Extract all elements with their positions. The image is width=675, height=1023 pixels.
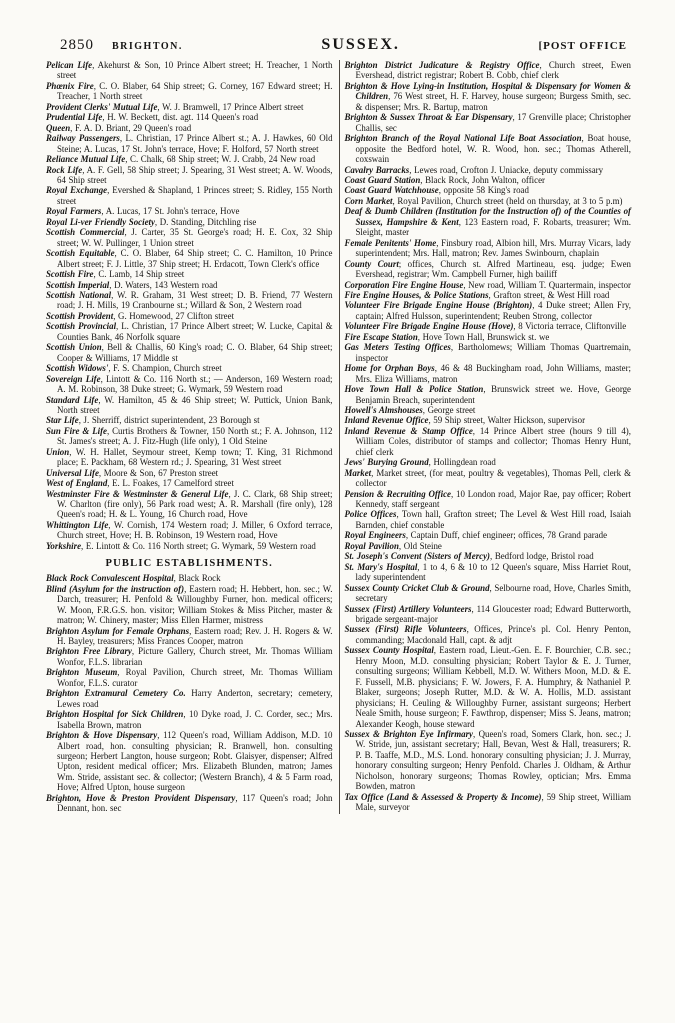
entry-term: Police Offices: [344, 509, 397, 520]
entry-term: Inland Revenue Office: [344, 415, 429, 426]
directory-entry: Gas Meters Testing Offices, Bartholomews; William Thomas Quartremain, inspector: [344, 342, 631, 363]
entry-term: Howell's Almshouses: [344, 404, 423, 415]
entry-term: Sussex County Cricket Club & Ground: [344, 582, 490, 593]
entry-term: Brighton & Sussex Throat & Ear Dispensary: [344, 112, 513, 123]
entry-term: St. Joseph's Convent (Sisters of Mercy): [344, 551, 490, 562]
entry-term: Yorkshire: [46, 540, 82, 551]
entry-term: Brighton Hospital for Sick Children: [46, 709, 184, 720]
entry-term: Royal Exchange: [46, 185, 108, 196]
entry-term: Corn Market: [344, 195, 393, 206]
entry-term: St. Mary's Hospital: [344, 561, 418, 572]
running-head-county: SUSSEX.: [321, 36, 400, 53]
directory-entry: Standard Life, W. Hamilton, 45 & 46 Ship street; W. Puttick, Union Bank, North street: [46, 394, 333, 415]
directory-entry: Coast Guard Watchhouse, opposite 58 King's road: [344, 185, 529, 196]
public-establishments-list: [46, 573, 333, 813]
entry-term: Railway Passengers: [46, 133, 120, 144]
entry-term: Scottish Union: [46, 342, 102, 353]
page-number: 2850: [60, 37, 94, 53]
directory-entry: Deaf & Dumb Children (Institution for the Instruction of) of the Counties of Sussex, Hampshire & Kent, 123 Eastern road, F. Robarts, treasurer; Wm. Sleight, master: [344, 206, 631, 238]
entry-term: Hove Town Hall & Police Station: [344, 384, 484, 395]
running-head-corner: [POST OFFICE: [538, 40, 627, 52]
directory-entry: Union, W. H. Hallet, Seymour street, Kemp town; T. King, 31 Richmond place; E. Packham, 68 Western rd.; J. Spearing, 31 West street: [46, 446, 333, 468]
directory-entry: Sussex & Brighton Eye Infirmary, Queen's road, Somers Clark, hon. sec.; J. W. Stride, jun, assistant secretary; Hall, Bevan, West & Hall, treasurers; R. P. B. Taaffe, M.D., M.S. Lond. honorary consulting physician; J. J. Murray, honorary consulting surgeon; Henry Penfold. Charles J. Oldham, & Arthur Nicholson, honorary surgeons; Thomas Rowley, optician; Mrs. Emma Bowden, matron: [344, 729, 631, 792]
running-head-place: BRIGHTON.: [112, 41, 183, 52]
directory-entry: Rock Life, A. F. Gell, 58 Ship street; J. Spearing, 31 West street; A. W. Woods, 64 Ship street: [46, 164, 333, 185]
entry-term: Brighton Free Library: [46, 646, 132, 657]
entry-term: Scottish Widows': [46, 363, 109, 374]
directory-entry: Scottish Widows', F. S. Champion, Church street: [46, 363, 222, 374]
entry-term: Jews' Burying Ground: [344, 457, 429, 468]
entry-term: Sovereign Life: [46, 373, 101, 384]
column-divider-rule: [339, 60, 340, 814]
entry-term: Phœnix Fire: [46, 80, 94, 91]
entry-term: Royal Li-ver Friendly Society: [46, 216, 155, 227]
public-establishments-list-continued: [345, 60, 632, 813]
entry-term: Gas Meters Testing Offices: [344, 342, 451, 353]
directory-entry: Universal Life, Moore & Son, 67 Preston street: [46, 467, 219, 478]
directory-entry: Brighton & Hove Dispensary, 112 Queen's road, William Addison, M.D. 10 Albert road, hon. consulting physician; R. Branwell, hon. consulting surgeon; Herbert Langton, house surgeon; Robt. Glaisyer, dispenser; Alfred Upton, resident medical officer; Mrs. Elizabeth Blunden, matron; James Wm. Stride, assistant sec. & collector; (Western Branch), 4 & 5 Farm road, Hove; Alfred Upton, house surgeon: [46, 730, 333, 793]
directory-entry: Sovereign Life, Lintott & Co. 116 North st.; — Anderson, 169 Western road; A. M. Robinson, 38 Duke street; G. Wymark, 59 Western road: [46, 373, 333, 395]
directory-entry: Fire Escape Station, Hove Town Hall, Brunswick st. we: [344, 331, 550, 342]
directory-entry: Inland Revenue Office, 59 Ship street, Walter Hickson, supervisor: [344, 415, 586, 426]
directory-entry: Sun Fire & Life, Curtis Brothers & Towner, 150 North st.; F. A. Johnson, 112 St. James's street; A. J. Fitz-Hugh (life only), 1 Old Steine: [46, 425, 333, 447]
entry-term: Pelican Life: [46, 60, 93, 70]
entry-term: Sussex County Hospital: [344, 645, 434, 656]
directory-entry: Pelican Life, Akehurst & Son, 10 Prince Albert street; H. Treacher, 1 North street: [46, 60, 333, 81]
directory-entry: Home for Orphan Boys, 46 & 48 Buckingham road, John Williams, master; Mrs. Eliza Williams, matron: [344, 363, 631, 384]
directory-entry: Tax Office (Land & Assessed & Property & Income), 59 Ship street, William Male, surveyor: [344, 791, 631, 813]
directory-entry: Queen, F. A. D. Briant, 29 Queen's road: [46, 122, 192, 133]
directory-entry: Coast Guard Station, Black Rock, John Walton, officer: [344, 174, 545, 185]
section-heading: PUBLIC ESTABLISHMENTS.: [105, 558, 273, 570]
directory-entry: Brighton Free Library, Picture Gallery, Church street, Mr. Thomas William Wonfor, F.L.S. librarian: [46, 646, 333, 667]
entry-term: Prudential Life: [46, 112, 103, 123]
directory-entry: Scottish Union, Bell & Challis, 60 King's road; C. O. Blaber, 64 Ship street; Cooper & Williams, 17 Middle st: [46, 342, 333, 363]
directory-entry: Reliance Mutual Life, C. Chalk, 68 Ship street; W. J. Crabb, 24 New road: [46, 154, 316, 165]
entry-term: Union: [46, 446, 70, 457]
entry-term: Standard Life: [46, 394, 99, 405]
directory-entry: Sussex County Hospital, Eastern road, Lieut.-Gen. E. F. Bourchier, C.B. sec.; Henry Moon, M.D. consulting physician; Robert Taylor & E. J. Turner, consulting surgeons; William Kebbell, M.D. W. Withers Moon, M.D. & E. F. Fussell, M.B. physicians; F. W. Jowers, F. A. Humphry, & Nathaniel P. Blaker, surgeons; Joseph Rutter, M.D. & W. A. Hollis, M.D. assistant physicians; H. Ceuling & Willoughby Furner, assistant surgeons; Herbert Neale Smith, house surgeon; F. Fawthrop, dispenser; Miss S. Jeans, matron; Alexander Keogh, house steward: [344, 645, 631, 729]
entry-term: Scottish Equitable: [46, 248, 115, 259]
directory-entry: Royal Pavilion, Old Steine: [344, 540, 442, 551]
directory-entry: St. Joseph's Convent (Sisters of Mercy), Bedford lodge, Bristol road: [344, 551, 594, 562]
directory-entry: Prudential Life, H. W. Beckett, dist. agt. 114 Queen's road: [46, 112, 259, 123]
directory-entry: Brighton Branch of the Royal National Life Boat Association, Boat house, opposite the Bedford hotel, W. R. Wood, hon. sec.; Thomas Atherell, coxswain: [344, 133, 631, 165]
directory-entry: Royal Exchange, Evershed & Shapland, 1 Princes street; S. Ridley, 155 North street: [46, 185, 333, 206]
entry-term: Sussex & Brighton Eye Infirmary: [344, 729, 473, 739]
directory-entry: Corn Market, Royal Pavilion, Church street (held on thursday, at 3 to 5 p.m): [344, 195, 623, 206]
entry-term: Market: [344, 467, 372, 478]
directory-entry: Brighton Museum, Royal Pavilion, Church street, Mr. Thomas William Wonfor, F.L.S. curator: [46, 667, 333, 688]
directory-entry: Whittington Life, W. Cornish, 174 Western road; J. Miller, 6 Oxford terrace, Church street, Hove; H. B. Robinson, 19 Western road, Hove: [46, 519, 333, 541]
directory-entry: Jews' Burying Ground, Hollingdean road: [344, 457, 496, 468]
entry-term: Pension & Recruiting Office: [344, 488, 451, 499]
insurance-agents-list: [46, 60, 333, 551]
directory-entry: Yorkshire, E. Lintott & Co. 116 North street; G. Wymark, 59 Western road: [46, 540, 316, 551]
directory-entry: Brighton & Sussex Throat & Ear Dispensary, 17 Grenville place; Christopher Challis, sec: [344, 112, 631, 133]
directory-entry: Sussex (First) Artillery Volunteers, 114 Gloucester road; Edward Butterworth, brigade sergeant-major: [344, 603, 631, 625]
directory-entry: County Court; offices, Church st. Alfred Martineau, esq. judge; Ewen Evershead, registrar; Wm. Campbell Furner, high bailiff: [344, 258, 631, 280]
entry-term: Westminster Fire & Westminster & General Life: [46, 488, 229, 499]
directory-entry: Royal Li-ver Friendly Society, D. Standing, Ditchling rise: [46, 216, 257, 227]
entry-term: Black Rock Convalescent Hospital: [46, 573, 174, 584]
entry-term: Brighton Extramural Cemetery Co.: [46, 688, 186, 699]
entry-term: Scottish Imperial: [46, 279, 110, 290]
entry-term: Blind (Asylum for the instruction of): [46, 583, 185, 594]
directory-entry: Scottish National, W. R. Graham, 31 West street; D. B. Friend, 77 Western road; J. H. Mills, 19 Cranbourne st.; Willard & Son, 2 Western road: [46, 289, 333, 311]
entry-term: Scottish Commercial: [46, 227, 125, 238]
entry-term: Whittington Life: [46, 519, 109, 530]
entry-term: Inland Revenue & Stamp Office: [344, 425, 473, 436]
entry-term: Sussex (First) Artillery Volunteers: [344, 603, 472, 614]
entry-term: Brighton, Hove & Preston Provident Dispensary: [46, 792, 236, 803]
entry-term: Fire Engine Houses, & Police Stations: [344, 289, 489, 300]
directory-entry: Cavalry Barracks, Lewes road, Crofton J. Uniacke, deputy commissary: [344, 164, 604, 175]
entry-term: Brighton Branch of the Royal National Life Boat Association: [344, 133, 582, 144]
right-column: [345, 60, 632, 814]
directory-entry: Police Offices, Town hall, Grafton street; The Level & West Hill road, Isaiah Barnden, chief constable: [344, 509, 631, 530]
directory-entry: Provident Clerks' Mutual Life, W. J. Bramwell, 17 Prince Albert street: [46, 101, 304, 112]
entry-term: Star Life: [46, 415, 79, 426]
directory-entry: Brighton Extramural Cemetery Co. Harry Anderton, secretary; cemetery, Lewes road: [46, 688, 333, 709]
entry-term: Brighton District Judicature & Registry Office: [344, 60, 540, 70]
entry-term: Rock Life: [46, 164, 83, 175]
directory-entry: Royal Farmers, A. Lucas, 17 St. John's terrace, Hove: [46, 206, 240, 217]
page-header: [60, 36, 627, 54]
directory-entry: Brighton District Judicature & Registry Office, Church street, Ewen Evershead, district registrar; Robert B. Cobb, chief clerk: [344, 60, 631, 81]
entry-term: County Court: [344, 258, 399, 269]
entry-term: Sussex (First) Rifle Volunteers: [344, 624, 467, 635]
entry-term: Coast Guard Watchhouse: [344, 185, 439, 196]
directory-entry: Railway Passengers, L. Christian, 17 Prince Albert st.; A. J. Hawkes, 60 Old Steine; A. Lucas, 17 St. John's terrace, Hove; F. Holford, 57 North street: [46, 133, 333, 154]
directory-entry: Inland Revenue & Stamp Office, 14 Prince Albert stree (hours 9 till 4), William Coles, distributor of stamps and collector; Thomas Henry Hunt, chief clerk: [344, 425, 631, 457]
directory-entry: Scottish Commercial, J. Carter, 35 St. George's road; H. E. Cox, 32 Ship street; W. W. Pullinger, 1 Union street: [46, 227, 333, 248]
directory-entry: Sussex (First) Rifle Volunteers, Offices, Prince's pl. Col. Henry Penton, commanding; Macdonald Hall, capt. & adjt: [344, 624, 631, 645]
left-column: [46, 60, 333, 814]
entry-term: Volunteer Fire Brigade Engine House (Brighton): [344, 300, 533, 311]
entry-term: Scottish Provident: [46, 310, 114, 321]
directory-entry: Fire Engine Houses, & Police Stations, Grafton street, & West Hill road: [344, 289, 610, 300]
directory-entry: Star Life, J. Sherriff, district superintendent, 23 Borough st: [46, 415, 260, 426]
entry-term: Brighton & Hove Lying-in Institution, Hospital & Dispensary for Women & Children: [344, 80, 631, 102]
directory-entry: Volunteer Fire Brigade Engine House (Hove), 8 Victoria terrace, Cliftonville: [344, 321, 627, 332]
two-column-body: [46, 60, 631, 814]
directory-entry: St. Mary's Hospital, 1 to 4, 6 & 10 to 12 Queen's square, Miss Harriet Rout, lady superintendent: [344, 561, 631, 583]
entry-term: West of England: [46, 478, 108, 489]
directory-entry: Royal Engineers, Captain Duff, chief engineer; offices, 78 Grand parade: [344, 530, 608, 541]
entry-term: Brighton Asylum for Female Orphans: [46, 625, 190, 636]
entry-term: Fire Escape Station: [344, 331, 418, 342]
directory-entry: Volunteer Fire Brigade Engine House (Brighton), 4 Duke street; Allen Fry, captain; Alfred Hulsson, superintendent; Reuben Strong, collector: [344, 300, 631, 321]
directory-entry: Black Rock Convalescent Hospital, Black Rock: [46, 573, 221, 584]
entry-term: Royal Engineers: [344, 530, 406, 541]
directory-entry: Scottish Fire, C. Lamb, 14 Ship street: [46, 269, 185, 280]
entry-term: Royal Farmers: [46, 206, 102, 217]
directory-entry: Westminster Fire & Westminster & General Life, J. C. Clark, 68 Ship street; W. Charlton (fire only), 56 Park road west; A. R. Marshall (fire only), 128 Queen's road; H. & L. Young, 16 Church road, Hove: [46, 488, 333, 520]
entry-term: Volunteer Fire Brigade Engine House (Hove): [344, 321, 514, 332]
entry-term: Cavalry Barracks: [344, 164, 410, 175]
directory-entry: Howell's Almshouses, George street: [344, 404, 476, 415]
directory-entry: Pension & Recruiting Office, 10 London road, Major Rae, pay officer; Robert Kennedy, staff sergeant: [344, 488, 631, 510]
entry-term: Royal Pavilion: [344, 540, 399, 551]
directory-entry: Market, Market street, (for meat, poultry & vegetables), Thomas Pell, clerk & collector: [344, 467, 631, 489]
directory-entry: Brighton, Hove & Preston Provident Dispensary, 117 Queen's road; John Dennant, hon. sec: [46, 792, 333, 814]
directory-entry: Scottish Equitable, C. O. Blaber, 64 Ship street; C. C. Hamilton, 10 Prince Albert street; F. J. Little, 37 Ship street; H. Erdacott, Town Clerk's office: [46, 248, 333, 269]
entry-term: Sun Fire & Life: [46, 425, 107, 436]
entry-term: Universal Life: [46, 467, 99, 478]
directory-entry: Female Penitents' Home, Finsbury road, Albion hill, Mrs. Murray Vicars, lady superintendent; Mrs. Hall, matron; Rev. James Swinbourn, chaplain: [344, 237, 631, 259]
directory-entry: Sussex County Cricket Club & Ground, Selbourne road, Hove, Charles Smith, secretary: [344, 582, 632, 604]
entry-term: Reliance Mutual Life: [46, 154, 126, 165]
directory-entry: Scottish Provident, G. Homewood, 27 Clifton street: [46, 310, 235, 321]
entry-term: Brighton Museum: [46, 667, 118, 678]
entry-term: Corporation Fire Engine House: [344, 279, 464, 290]
entry-term: Scottish National: [46, 289, 112, 300]
entry-term: Brighton & Hove Dispensary: [46, 730, 158, 741]
directory-entry: Blind (Asylum for the instruction of), Eastern road; H. Hebbert, hon. sec.; W. Darch, treasurer; H. Penfold & Willoughby Furner, hon. medical officers; W. Moon, F.R.G.S. hon. visitor; William Stokes & Miss Pitcher, master & matron; W. Chinery, master; Miss Ellen Harmer, mistress: [46, 583, 333, 626]
entry-term: Female Penitents' Home: [344, 237, 437, 248]
entry-term: Scottish Fire: [46, 269, 94, 280]
directory-entry: Scottish Provincial, L. Christian, 17 Prince Albert street; W. Lucke, Capital & Counties Bank, 46 Norfolk square: [46, 321, 333, 342]
entry-term: Scottish Provincial: [46, 321, 117, 332]
entry-term: Deaf & Dumb Children (Institution for the Instruction of) of the Counties of Sussex, Hampshire & Kent: [344, 206, 631, 227]
directory-entry: Brighton Hospital for Sick Children, 10 Dyke road, J. C. Corder, sec.; Mrs. Isabella Brown, matron: [46, 709, 333, 730]
entry-term: Tax Office (Land & Assessed & Property & Income): [344, 791, 542, 802]
directory-entry: Phœnix Fire, C. O. Blaber, 64 Ship street; G. Corney, 167 Edward street; H. Treacher, 1 North street: [46, 80, 333, 102]
directory-entry: Brighton & Hove Lying-in Institution, Hospital & Dispensary for Women & Children, 76 West street, H. F. Harvey, house surgeon; Burgess Smith, sec. & dispenser; Mrs. R. Bartup, matron: [344, 80, 631, 112]
entry-term: Queen: [46, 122, 71, 133]
directory-entry: Hove Town Hall & Police Station, Brunswick street we. Hove, George Benjamin Breach, superintendent: [344, 384, 631, 405]
directory-entry: Corporation Fire Engine House, New road, William T. Quartermain, inspector: [344, 279, 631, 290]
directory-entry: West of England, E. L. Foakes, 17 Camelford street: [46, 478, 234, 489]
directory-entry: Brighton Asylum for Female Orphans, Eastern road; Rev. J. H. Rogers & W. H. Bayley, treasurers; Miss Frances Cooper, matron: [46, 625, 333, 647]
entry-term: Home for Orphan Boys: [344, 363, 435, 374]
entry-term: Coast Guard Station: [344, 174, 421, 185]
directory-entry: Scottish Imperial, D. Waters, 143 Western road: [46, 279, 218, 290]
entry-term: Provident Clerks' Mutual Life: [46, 101, 158, 112]
